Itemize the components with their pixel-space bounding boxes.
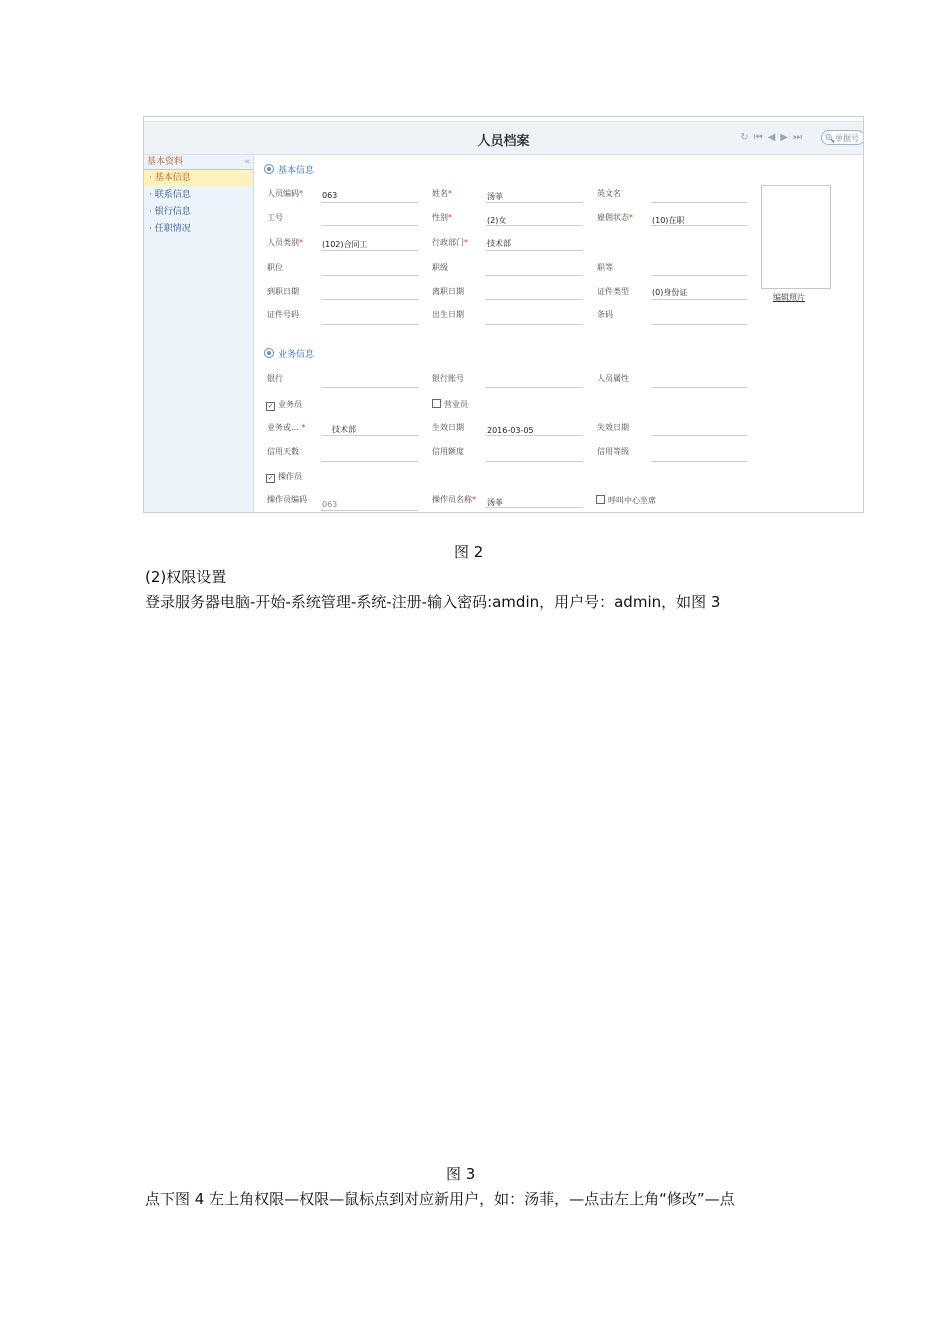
dept-label: 行政部门*: [432, 238, 468, 247]
gender-select[interactable]: [486, 225, 583, 226]
id-no-input[interactable]: [321, 324, 418, 325]
biz-dept-value: 技术部: [332, 425, 356, 434]
code-value: 063: [322, 191, 338, 200]
credit-days-input[interactable]: [321, 461, 418, 462]
employ-status-select[interactable]: [651, 225, 748, 226]
collapse-icon[interactable]: «: [244, 157, 250, 167]
birth-date-label: 出生日期: [432, 310, 464, 319]
person-attr-label: 人员属性: [597, 374, 629, 383]
hire-date-label: 到职日期: [267, 287, 299, 296]
operator-code-label: 操作员编码: [267, 495, 307, 504]
english-name-label: 英文名: [597, 189, 621, 198]
operator-checkbox[interactable]: ✓ 操作员: [267, 472, 302, 482]
edit-photo-link[interactable]: 编辑照片: [773, 293, 805, 302]
search-label: 单据号: [834, 134, 859, 143]
operator-code-input[interactable]: [321, 510, 418, 511]
id-type-select[interactable]: [651, 299, 748, 300]
person-attr-input[interactable]: [651, 387, 748, 388]
figure-2-caption: 图 2: [454, 543, 484, 561]
rank-input[interactable]: [486, 275, 583, 276]
person-type-label: 人员类别*: [267, 238, 303, 247]
post-input[interactable]: [321, 275, 418, 276]
collapse-toggle-icon[interactable]: [264, 348, 274, 358]
grade-input[interactable]: [651, 275, 748, 276]
employ-status-label: 雇佣状态*: [597, 213, 633, 222]
instruction-paragraph: 登录服务器电脑-开始-系统管理-系统-注册-输入密码:amdin，用户号：admin，如图 3: [145, 593, 721, 611]
photo-box: [761, 185, 831, 289]
credit-limit-label: 信用额度: [432, 447, 464, 456]
barcode-label: 条码: [597, 310, 613, 319]
biz-dept-select[interactable]: [321, 435, 418, 436]
job-no-input[interactable]: [321, 225, 418, 226]
leave-date-input[interactable]: [486, 299, 583, 300]
operator-name-label: 操作员名称*: [432, 495, 476, 504]
last-record-icon[interactable]: ⏭: [793, 132, 807, 143]
employ-status-value: (10)在职: [652, 216, 685, 225]
grade-label: 职等: [597, 263, 613, 272]
name-label: 姓名*: [432, 189, 452, 198]
sidebar: [144, 155, 254, 512]
gender-label: 性别*: [432, 213, 452, 222]
id-type-label: 证件类型: [597, 287, 629, 296]
person-type-value: (102)合同工: [322, 240, 368, 249]
dept-value: 技术部: [487, 239, 511, 248]
sidebar-item-bank[interactable]: · 银行信息: [149, 207, 191, 217]
bank-input[interactable]: [321, 387, 418, 388]
search-box[interactable]: [821, 130, 864, 145]
collapse-toggle-icon[interactable]: [264, 164, 274, 174]
sidebar-item-contact[interactable]: · 联系信息: [149, 190, 191, 200]
dept-select[interactable]: [486, 250, 583, 251]
effective-date-label: 生效日期: [432, 423, 464, 432]
gender-value: (2)女: [487, 216, 507, 225]
operator-name-value: 汤菲: [487, 498, 503, 507]
bank-label: 银行: [267, 374, 283, 383]
refresh-icon[interactable]: ↻: [740, 132, 754, 143]
effective-date-value: 2016-03-05: [487, 426, 534, 435]
expire-date-input[interactable]: [651, 435, 748, 436]
search-icon: 🔍: [825, 134, 835, 143]
sidebar-item-employment[interactable]: · 任职情况: [149, 224, 191, 234]
name-input[interactable]: [486, 202, 583, 203]
checkbox-checked-icon[interactable]: ✓: [267, 402, 274, 410]
credit-level-input[interactable]: [651, 461, 748, 462]
birth-date-input[interactable]: [486, 324, 583, 325]
basic-section-title[interactable]: 基本信息: [264, 163, 314, 176]
checkbox-icon[interactable]: [432, 399, 441, 408]
sidebar-header-label: 基本资料: [147, 157, 184, 167]
credit-days-label: 信用天数: [267, 447, 299, 456]
window-header: [144, 122, 863, 155]
call-center-checkbox[interactable]: 呼叫中心坐席: [596, 495, 656, 506]
biz-dept-label: 业务或… *: [267, 423, 306, 432]
barcode-input[interactable]: [651, 324, 748, 325]
id-type-value: (0)身份证: [652, 288, 688, 297]
record-nav: [740, 132, 807, 143]
english-name-input[interactable]: [651, 202, 748, 203]
checkbox-checked-icon[interactable]: ✓: [267, 474, 274, 482]
code-input[interactable]: [321, 202, 418, 203]
operator-code-value: 063: [322, 500, 338, 509]
credit-level-label: 信用等级: [597, 447, 629, 456]
hire-date-input[interactable]: [321, 299, 418, 300]
person-type-select[interactable]: [321, 250, 418, 251]
window-title: 人员档案: [477, 134, 530, 149]
id-no-label: 证件号码: [267, 310, 299, 319]
sidebar-item-basic[interactable]: · 基本信息: [144, 170, 253, 187]
effective-date-input[interactable]: [486, 435, 583, 436]
rank-label: 职级: [432, 263, 448, 272]
section-heading: (2)权限设置: [145, 568, 227, 586]
form-area: [254, 155, 863, 512]
auditor-checkbox[interactable]: 营业员: [432, 399, 468, 410]
name-value: 汤菲: [487, 192, 503, 201]
sidebar-header: [144, 155, 253, 170]
next-record-icon[interactable]: ▶: [780, 132, 793, 143]
figure-3-caption: 图 3: [446, 1165, 476, 1183]
prev-record-icon[interactable]: ◀: [767, 132, 781, 143]
code-label: 人员编码*: [267, 189, 303, 198]
expire-date-label: 失效日期: [597, 423, 629, 432]
archive-screenshot: [143, 116, 864, 513]
credit-limit-input[interactable]: [486, 461, 583, 462]
job-no-label: 工号: [267, 213, 283, 222]
business-section-title[interactable]: 业务信息: [264, 347, 314, 360]
post-label: 职位: [267, 263, 283, 272]
salesman-checkbox[interactable]: ✓ 业务员: [267, 400, 302, 410]
first-record-icon[interactable]: ⏮: [753, 132, 768, 143]
operator-name-input[interactable]: [486, 507, 583, 508]
bank-account-label: 银行账号: [432, 374, 464, 383]
leave-date-label: 离职日期: [432, 287, 464, 296]
instruction-paragraph-2: 点下图 4 左上角权限—权限—鼠标点到对应新用户，如：汤菲，—点击左上角“修改”—点: [145, 1190, 735, 1208]
checkbox-icon[interactable]: [596, 495, 605, 504]
bank-account-input[interactable]: [486, 387, 583, 388]
